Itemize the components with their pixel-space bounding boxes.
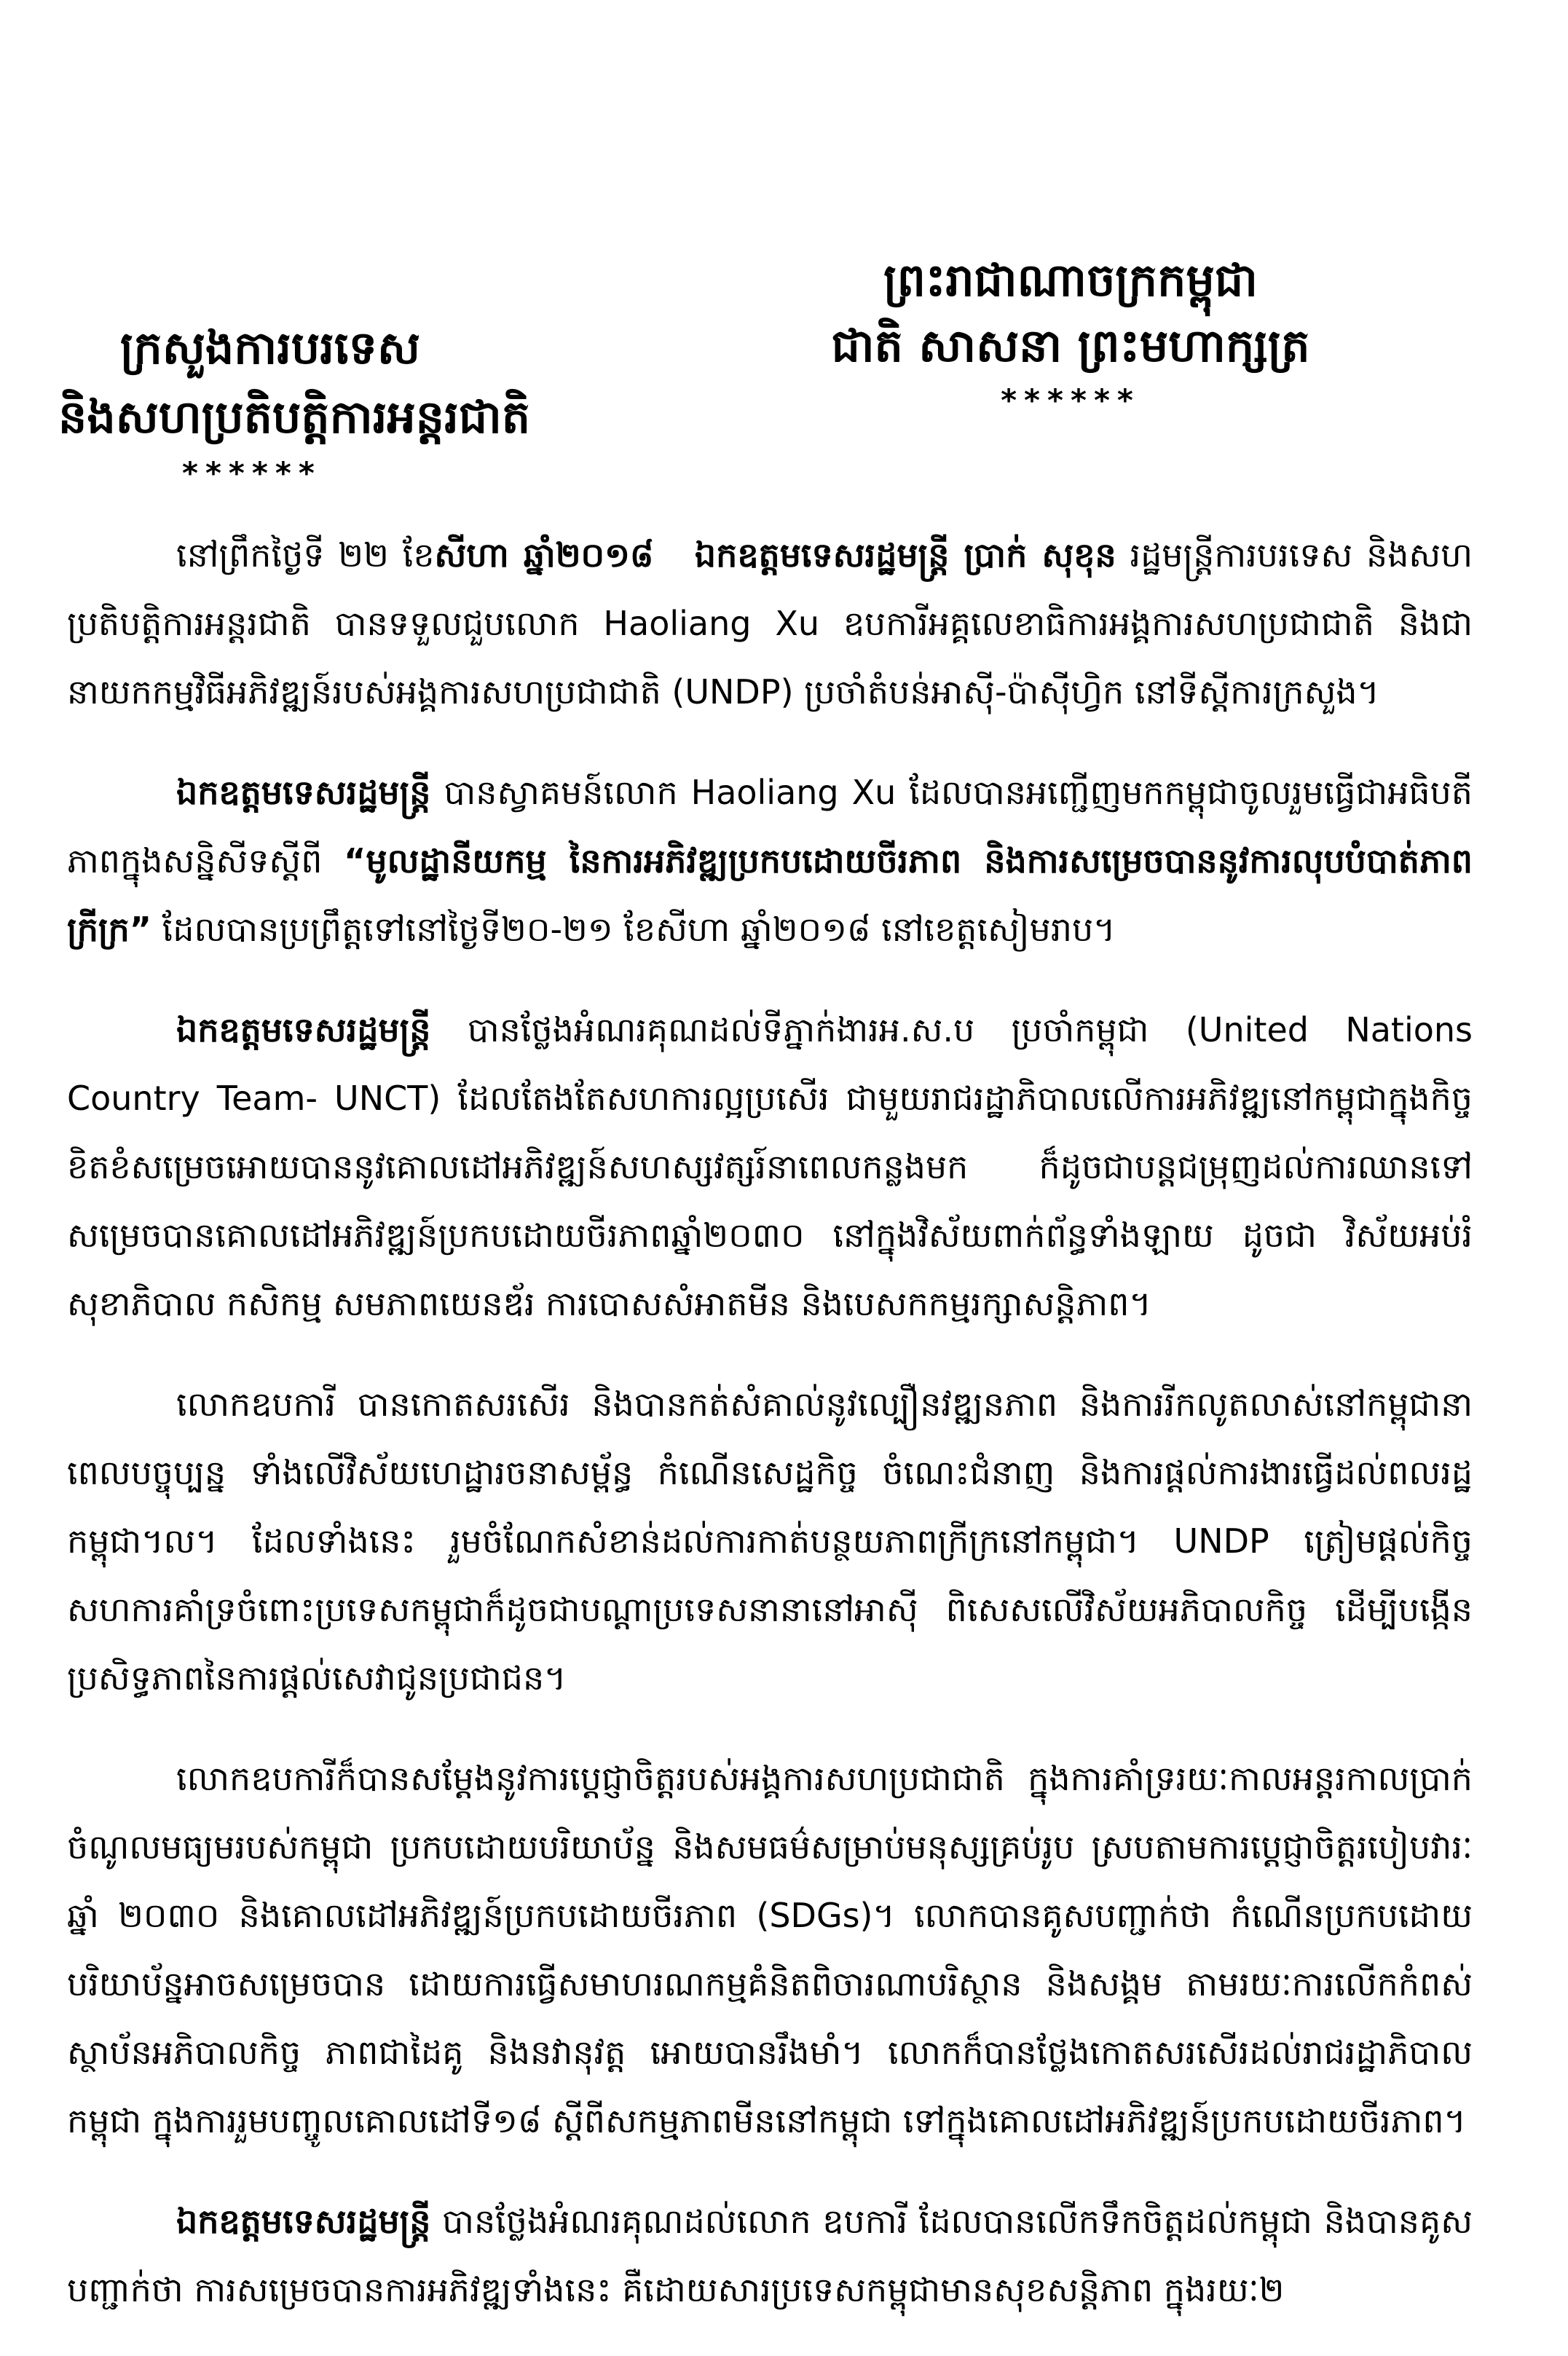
paragraph-2 bbox=[67, 758, 1473, 964]
paragraph-3-text: បានថ្លែងអំណរគុណដល់ទីភ្នាក់ងារអ.ស.ប ប្រចាំកម្ពុជា (United Nations Country Team- UNCT) ដែលតែងតែសហការល្អប្រសើរ ជាមួយរាជរដ្ឋាភិបាលលើការអភិវឌ្ឍនៅកម្ពុជាក្នុងកិច្ចខិតខំសម្រេចអោយបាននូវគោលដៅអភិវឌ្ឍន៍សហស្សវត្សរ៍នាពេលកន្លងមក ក៏ដូចជាបន្តជម្រុញដល់ការឈានទៅសម្រេចបានគោលដៅអភិវឌ្ឍន៍ប្រកបដោយចីរភាពឆ្នាំ២០៣០ នៅក្នុងវិស័យពាក់ព័ន្ធទាំងឡាយ ដូចជា វិស័យអប់រំ សុខាភិបាល កសិកម្ម សមភាពយេនឌ័រ ការបោសសំអាតមីន និងបេសកកម្មរក្សាសន្តិភាព។ bbox=[67, 1010, 1473, 1323]
paragraph-1-rest: រដ្ឋមន្ត្រីការបរទេស និងសហប្រតិបត្តិការអន្តរជាតិ បានទទួលជួបលោក Haoliang Xu ឧបការីអគ្គលេខាធិការអង្គការសហប្រជាជាតិ និងជានាយកកម្មវិធីអភិវឌ្ឍន៍របស់អង្គការសហប្រជាជាតិ (UNDP) ប្រចាំតំបន់អាស៊ី-ប៉ាស៊ីហ្វិក នៅទីស្តីការក្រសួង។ bbox=[67, 535, 1473, 712]
paragraph-5: លោកឧបការីក៏បានសម្តែងនូវការប្តេជ្ញាចិត្តរបស់អង្គការសហប្រជាជាតិ ក្នុងការគាំទ្ររយៈកាលអន្តរកាលប្រាក់ចំណូលមធ្យមរបស់កម្ពុជា ប្រកបដោយបរិយាប័ន្ន និងសមធម៌សម្រាប់មនុស្សគ្រប់រូប ស្របតាមការប្តេជ្ញាចិត្តរបៀបវារៈឆ្នាំ ២០៣០ និងគោលដៅអភិវឌ្ឍន៍ប្រកបដោយចីរភាព (SDGs)។ លោកបានគូសបញ្ជាក់ថា កំណើនប្រកបដោយបរិយាប័ន្នអាចសម្រេចបាន ដោយការធ្វើសមាហរណកម្មគំនិតពិចារណាបរិស្ថាន និងសង្គម តាមរយៈការលើកកំពស់ស្ថាប័នអភិបាលកិច្ច ភាពជាដៃគូ និងនវានុវត្ត អោយបានរឹងមាំ។ លោកក៏បានថ្លែងកោតសរសើរដល់រាជរដ្ឋាភិបាលកម្ពុជា ក្នុងការរួមបញ្ចូលគោលដៅទី១៨ ស្តីពីសកម្មភាពមីននៅកម្ពុជា ទៅក្នុងគោលដៅអភិវឌ្ឍន៍ប្រកបដោយចីរភាព។ bbox=[67, 1759, 1473, 2140]
paragraph-1-intro: នៅព្រឹកថ្ងៃទី ២២ ខែ bbox=[176, 535, 435, 575]
paragraph-1 bbox=[67, 521, 1473, 726]
kingdom-separator: ****** bbox=[1001, 382, 1140, 418]
paragraph-2-conference-title: “មូលដ្ឋានីយកម្ម នៃការអភិវឌ្ឍប្រកបដោយចីរភាព និងការសម្រេចបាននូវការលុបបំបាត់ភាពក្រីក្រ” bbox=[67, 841, 1473, 949]
paragraph-6-text: បានថ្លែងអំណរគុណដល់លោក ឧបការី ដែលបានលើកទឹកចិត្តដល់កម្ពុជា និងបានគូសបញ្ជាក់ថា ការសម្រេចបានការអភិវឌ្ឍទាំងនេះ គឺដោយសារប្រទេសកម្ពុជាមានសុខសន្តិភាព ក្នុងរយៈ២ bbox=[67, 2202, 1473, 2309]
ministry-separator: ****** bbox=[182, 455, 322, 491]
paragraph-2-text: បានស្វាគមន៍លោក Haoliang Xu ដែលបានអញ្ជើញមកកម្ពុជាចូលរួមធ្វើជាអធិបតីភាពក្នុងសន្និសីទស្តីពី bbox=[67, 773, 1473, 880]
ministry-name-line2: និងសហប្រតិបត្តិការអន្តរជាតិ bbox=[58, 390, 531, 444]
paragraph-1-date: សីហា ឆ្នាំ២០១៨ bbox=[434, 535, 654, 575]
paragraph-1-minister: ឯកឧត្តមទេសរដ្ឋមន្ត្រី ប្រាក់ សុខុន bbox=[694, 535, 1116, 575]
national-motto: ជាតិ សាសនា ព្រះមហាក្សត្រ bbox=[831, 319, 1310, 372]
paragraph-2-rest: ដែលបានប្រព្រឹត្តទៅនៅថ្ងៃទី២០-២១ ខែសីហា ឆ្នាំ២០១៨ នៅខេត្តសៀមរាប។ bbox=[151, 910, 1116, 949]
paragraph-6-minister: ឯកឧត្តមទេសរដ្ឋមន្ត្រី bbox=[176, 2202, 431, 2241]
paragraph-4: លោកឧបការី បានកោតសរសើរ និងបានកត់សំគាល់នូវល្បឿនវឌ្ឍនភាព និងការរីកលូតលាស់នៅកម្ពុជានាពេលបច្ចុប្បន្ន ទាំងលើវិស័យហេដ្ឋារចនាសម្ព័ន្ធ កំណើនសេដ្ឋកិច្ច ចំណេះជំនាញ និងការផ្តល់ការងារធ្វើដល់ពលរដ្ឋកម្ពុជា។ល។ ដែលទាំងនេះ រួមចំណែកសំខាន់ដល់ការកាត់បន្ថយភាពក្រីក្រនៅកម្ពុជា។ UNDP ត្រៀមផ្តល់កិច្ចសហការគាំទ្រចំពោះប្រទេសកម្ពុជាក៏ដូចជាបណ្តាប្រទេសនានានៅអាស៊ី ពិសេសលើវិស័យអភិបាលកិច្ច ដើម្បីបង្កើនប្រសិទ្ធភាពនៃការផ្តល់សេវាជូនប្រជាជន។ bbox=[67, 1384, 1473, 1698]
paragraph-2-minister: ឯកឧត្តមទេសរដ្ឋមន្ត្រី bbox=[176, 773, 431, 812]
kingdom-header bbox=[779, 248, 1362, 422]
article-body bbox=[67, 521, 1473, 2356]
paragraph-3-minister: ឯកឧត្តមទេសរដ្ឋមន្ត្រី bbox=[176, 1010, 431, 1049]
ministry-header bbox=[58, 313, 612, 495]
ministry-name-line1: ក្រសួងការបរទេស bbox=[120, 321, 421, 374]
kingdom-title: ព្រះរាជាណាចក្រកម្ពុជា bbox=[883, 253, 1258, 307]
paragraph-6 bbox=[67, 2187, 1473, 2324]
paragraph-3 bbox=[67, 996, 1473, 1338]
